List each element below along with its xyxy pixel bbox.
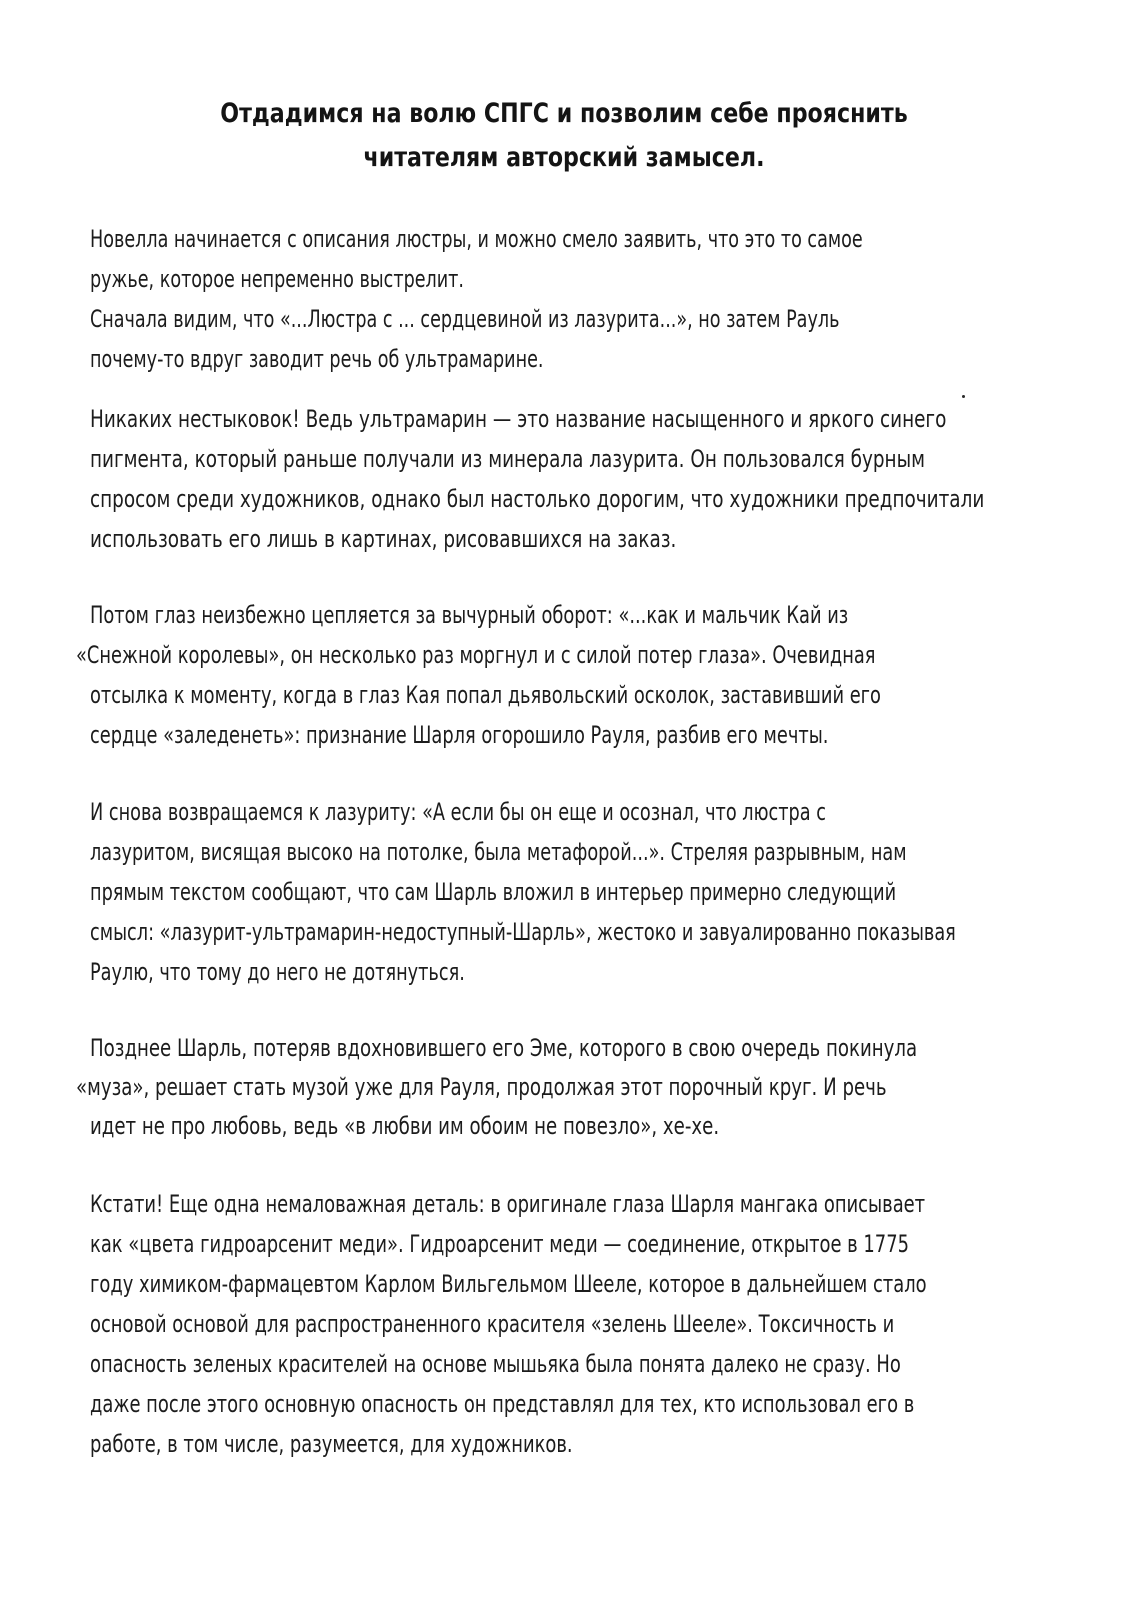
text-line: работе, в том числе, разумеется, для художников. (90, 1430, 573, 1458)
text-line: Кстати! Еще одна немаловажная деталь: в оригинале глаза Шарля мангака описывает (90, 1190, 926, 1218)
text-line: даже после этого основную опасность он представлял для тех, кто использовал его в (90, 1390, 915, 1418)
text-line: пигмента, который раньше получали из минерала лазурита. Он пользовался бурным (90, 445, 926, 473)
text-line: прямым текстом сообщают, что сам Шарль вложил в интерьер примерно следующий (90, 878, 897, 906)
text-line: ружье, которое непременно выстрелит. (90, 265, 464, 293)
text-line: использовать его лишь в картинах, рисовавшихся на заказ. (90, 525, 677, 553)
text-line: Сначала видим, что «...Люстра с ... сердцевиной из лазурита...», но затем Рауль (90, 305, 840, 333)
text-line: Новелла начинается с описания люстры, и можно смело заявить, что это то самое (90, 225, 863, 253)
text-line: лазуритом, висящая высоко на потолке, была метафорой...». Стреляя разрывным, нам (90, 838, 907, 866)
text-line: сердце «заледенеть»: признание Шарля огорошило Рауля, разбив его мечты. (90, 721, 829, 749)
text-line: Раулю, что тому до него не дотянуться. (90, 958, 465, 986)
text-line: Потом глаз неизбежно цепляется за вычурный оборот: «...как и мальчик Кай из (90, 601, 849, 629)
text-line: основой основой для распространенного красителя «зелень Шееле». Токсичность и (90, 1310, 895, 1338)
page-title: Отдадимся на волю СПГС и позволим себе прояснить читателям авторский замысел. (220, 98, 908, 173)
text-line: году химиком-фармацевтом Карлом Вильгельмом Шееле, которое в дальнейшем стало (90, 1270, 927, 1298)
stray-dot (962, 395, 965, 398)
text-line: опасность зеленых красителей на основе мышьяка была понята далеко не сразу. Но (90, 1350, 901, 1378)
text-line: идет не про любовь, ведь «в любви им обоим не повезло», хе-хе. (90, 1112, 720, 1140)
text-line: отсылка к моменту, когда в глаз Кая попал дьявольский осколок, заставивший его (90, 681, 881, 709)
text-line: «Снежной королевы», он несколько раз моргнул и с силой потер глаза». Очевидная (76, 641, 876, 669)
text-line: смысл: «лазурит-ультрамарин-недоступный-Шарль», жестоко и завуалированно показывая (90, 918, 956, 946)
text-line: «муза», решает стать музой уже для Рауля, продолжая этот порочный круг. И речь (76, 1073, 887, 1101)
text-line: И снова возвращаемся к лазуриту: «А если бы он еще и осознал, что люстра с (90, 798, 826, 826)
text-line: Никаких нестыковок! Ведь ультрамарин — это название насыщенного и яркого синего (90, 405, 947, 433)
text-line: Позднее Шарль, потеряв вдохновившего его Эме, которого в свою очередь покинула (90, 1034, 918, 1062)
text-line: спросом среди художников, однако был настолько дорогим, что художники предпочитали (90, 485, 985, 513)
text-line: почему-то вдруг заводит речь об ультрамарине. (90, 345, 544, 373)
text-line: как «цвета гидроарсенит меди». Гидроарсенит меди — соединение, открытое в 1775 (90, 1230, 909, 1258)
